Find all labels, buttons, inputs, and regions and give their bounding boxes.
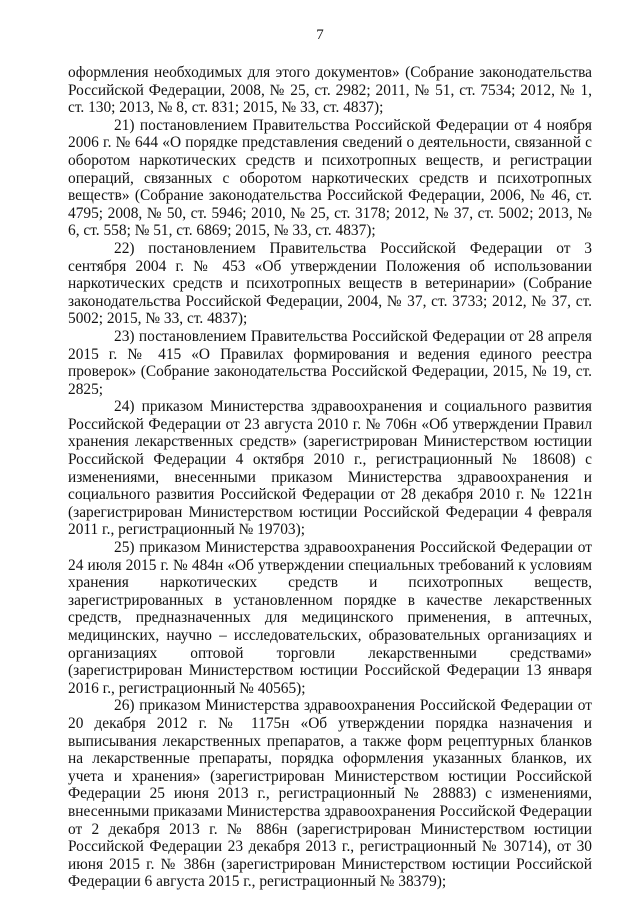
page-number: 7 [316,27,324,43]
paragraph-item-26: 26) приказом Министерства здравоохранения Российской Федерации от 20 декабря 2012 г. № 1175н «Об утверждении порядка назначения и выписывания лекарственных препаратов, а также форм рецептурных бланков на лекарственные препараты, порядка оформления указанных бланков, их учета и хранения» (зарегистрирован Министерством юстиции Российской Федерации 25 июня 2013 г., регистрационный № 28883) с изменениями, внесенными приказами Министерства здравоохранения Российской Федерации от 2 декабря 2013 г. № 886н (зарегистрирован Министерством юстиции Российской Федерации 23 декабря 2013 г., регистрационный № 30714), от 30 июня 2015 г. № 386н (зарегистрирован Министерством юстиции Российской Федерации 6 августа 2015 г., регистрационный № 38379); [68,697,592,891]
paragraph-continuation: оформления необходимых для этого документов» (Собрание законодательства Российской Федерации, 2008, № 25, ст. 2982; 2011, № 51, ст. 7534; 2012, № 1, ст. 130; 2013, № 8, ст. 831; 2015, № 33, ст. 4837); [68,64,592,117]
paragraph-item-21: 21) постановлением Правительства Российской Федерации от 4 ноября 2006 г. № 644 «О порядке представления сведений о деятельности, связанной с оборотом наркотических средств и психотропных веществ, и регистрации операций, связанных с оборотом наркотических средств и психотропных веществ» (Собрание законодательства Российской Федерации, 2006, № 46, ст. 4795; 2008, № 50, ст. 5946; 2010, № 25, ст. 3178; 2012, № 37, ст. 5002; 2013, № 6, ст. 558; № 51, ст. 6869; 2015, № 33, ст. 4837); [68,116,592,240]
paragraph-item-23: 23) постановлением Правительства Российской Федерации от 28 апреля 2015 г. № 415 «О Правилах формирования и ведения единого реестра проверок» (Собрание законодательства Российской Федерации, 2015, № 19, ст. 2825; [68,327,592,398]
paragraph-item-22: 22) постановлением Правительства Российской Федерации от 3 сентября 2004 г. № 453 «Об утверждении Положения об использовании наркотических средств и психотропных веществ в ветеринарии» (Собрание законодательства Российской Федерации, 2004, № 37, ст. 3733; 2012, № 37, ст. 5002; 2015, № 33, ст. 4837); [68,239,592,328]
paragraph-item-25: 25) приказом Министерства здравоохранения Российской Федерации от 24 июля 2015 г. № 484н «Об утверждении специальных требований к условиям хранения наркотических средств и психотропных веществ, зарегистрированных в установленном порядке в качестве лекарственных средств, предназначенных для медицинского применения, в аптечных, медицинских, научно – исследовательских, образовательных организациях и организациях оптовой торговли лекарственными средствами» (зарегистрирован Министерством юстиции Российской Федерации 13 января 2016 г., регистрационный № 40565); [68,539,592,697]
body-text [68,64,592,891]
paragraph-item-24: 24) приказом Министерства здравоохранения и социального развития Российской Федерации от 23 августа 2010 г. № 706н «Об утверждении Правил хранения лекарственных средств» (зарегистрирован Министерством юстиции Российской Федерации 4 октября 2010 г., регистрационный № 18608) с изменениями, внесенными приказом Министерства здравоохранения и социального развития Российской Федерации от 28 декабря 2010 г. № 1221н (зарегистрирован Министерством юстиции Российской Федерации 4 февраля 2011 г., регистрационный № 19703); [68,398,592,539]
